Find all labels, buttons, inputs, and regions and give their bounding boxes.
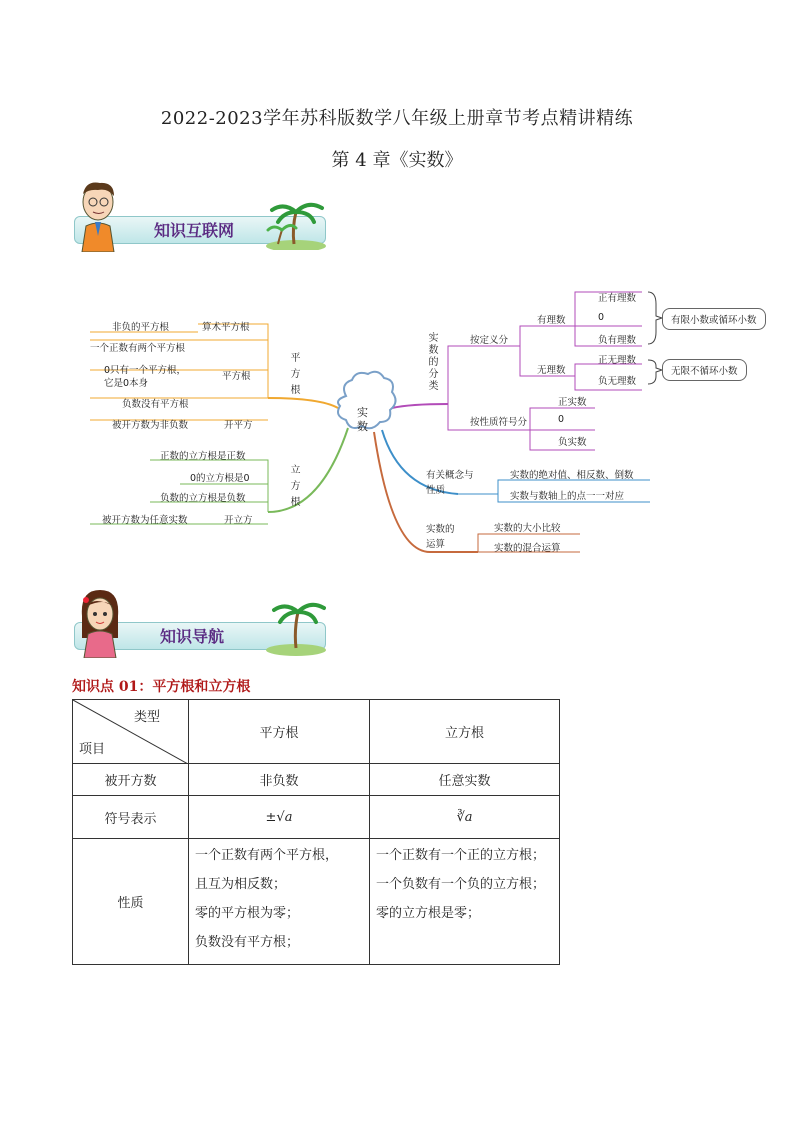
sqrt-sub-sqrt: 平方根	[222, 371, 251, 382]
sqrt-item: 被开方数为非负数	[112, 420, 189, 431]
girl-cartoon-icon	[74, 586, 126, 658]
operation-item: 实数的大小比较	[494, 523, 561, 534]
rational-note: 有限小数或循环小数	[662, 308, 766, 330]
rational-item: 负有理数	[598, 335, 637, 346]
cbrt-branch-label: 立方根	[288, 464, 299, 512]
knowledge-table	[72, 699, 560, 965]
property-line: 一个负数有一个负的立方根；	[376, 877, 546, 892]
table-cell-properties	[189, 839, 370, 965]
concept-item: 实数的绝对值、相反数、倒数	[510, 470, 634, 481]
rational-item: 正有理数	[598, 293, 637, 304]
property-line: 零的平方根为零；	[195, 906, 300, 921]
cbrt-item: 负数的立方根是负数	[160, 493, 246, 504]
property-line: 一个正数有一个正的立方根；	[376, 848, 546, 863]
document-title: 2022-2023学年苏科版数学八年级上册章节考点精讲精练	[160, 108, 634, 129]
row-label: 性质	[73, 839, 189, 965]
property-line: 负数没有平方根；	[195, 935, 300, 950]
sign-item: 正实数	[558, 397, 587, 408]
rational-item: 0	[598, 312, 605, 323]
by-sign: 按性质符号分	[470, 417, 528, 428]
table-cell: 任意实数	[370, 764, 560, 796]
cbrt-item: 0的立方根是0	[190, 473, 250, 484]
table-corner-cell	[73, 700, 189, 764]
col-header: 立方根	[370, 700, 560, 764]
operation-item: 实数的混合运算	[494, 543, 561, 554]
corner-top-label: 类型	[133, 710, 160, 725]
property-line: 一个正数有两个平方根，	[195, 848, 339, 863]
banner-title: 知识互联网	[154, 221, 235, 240]
concept-item: 实数与数轴上的点一一对应	[510, 491, 625, 502]
table-cell-cbrt-symbol: ∛a	[370, 796, 560, 839]
by-definition: 按定义分	[470, 335, 509, 346]
irrational: 无理数	[537, 365, 566, 376]
sqrt-branch-label: 平方根	[288, 352, 299, 400]
table-cell-sqrt-symbol: ±√a	[189, 796, 370, 839]
banner-knowledge-network	[72, 180, 328, 250]
table-cell: 非负数	[189, 764, 370, 796]
irrational-item: 负无理数	[598, 376, 637, 387]
palm-tree-icon	[264, 600, 326, 656]
irrational-note: 无限不循环小数	[662, 359, 747, 381]
rational: 有理数	[537, 315, 566, 326]
property-line: 零的立方根是零；	[376, 906, 481, 921]
classification-label: 实数的分类	[426, 332, 437, 392]
corner-bottom-label: 项目	[79, 742, 106, 757]
cbrt-item: 被开方数为任意实数	[102, 515, 188, 526]
banner-title: 知识导航	[160, 627, 225, 646]
sqrt-item: 0只有一个平方根，	[104, 365, 187, 376]
property-line: 且互为相反数；	[195, 877, 287, 892]
row-label: 符号表示	[73, 796, 189, 839]
operations-label: 实数的运算	[426, 524, 455, 550]
banner-knowledge-navigation	[72, 586, 328, 656]
boy-cartoon-icon	[74, 180, 124, 252]
table-cell-properties	[370, 839, 560, 965]
mindmap-center: 实数	[357, 406, 368, 433]
irrational-item: 正无理数	[598, 355, 637, 366]
chapter-title: 第 4 章《实数》	[331, 150, 463, 171]
sqrt-item: 它是0本身	[104, 378, 149, 389]
sqrt-item: 非负的平方根	[112, 322, 170, 333]
col-header: 平方根	[189, 700, 370, 764]
sign-item: 负实数	[558, 437, 587, 448]
sqrt-item: 一个正数有两个平方根	[90, 343, 186, 354]
sqrt-sub-op: 开平方	[224, 420, 253, 431]
cbrt-item: 正数的立方根是正数	[160, 451, 246, 462]
row-label: 被开方数	[73, 764, 189, 796]
sqrt-sub-arith: 算术平方根	[202, 322, 250, 333]
cbrt-sub-op: 开立方	[224, 515, 253, 526]
sqrt-item: 负数没有平方根	[122, 399, 189, 410]
palm-tree-icon	[264, 200, 326, 250]
knowledge-point-title: 知识点 01：平方根和立方根	[72, 679, 251, 695]
sign-item: 0	[558, 414, 565, 425]
concepts-label: 有关概念与性质	[426, 470, 474, 496]
